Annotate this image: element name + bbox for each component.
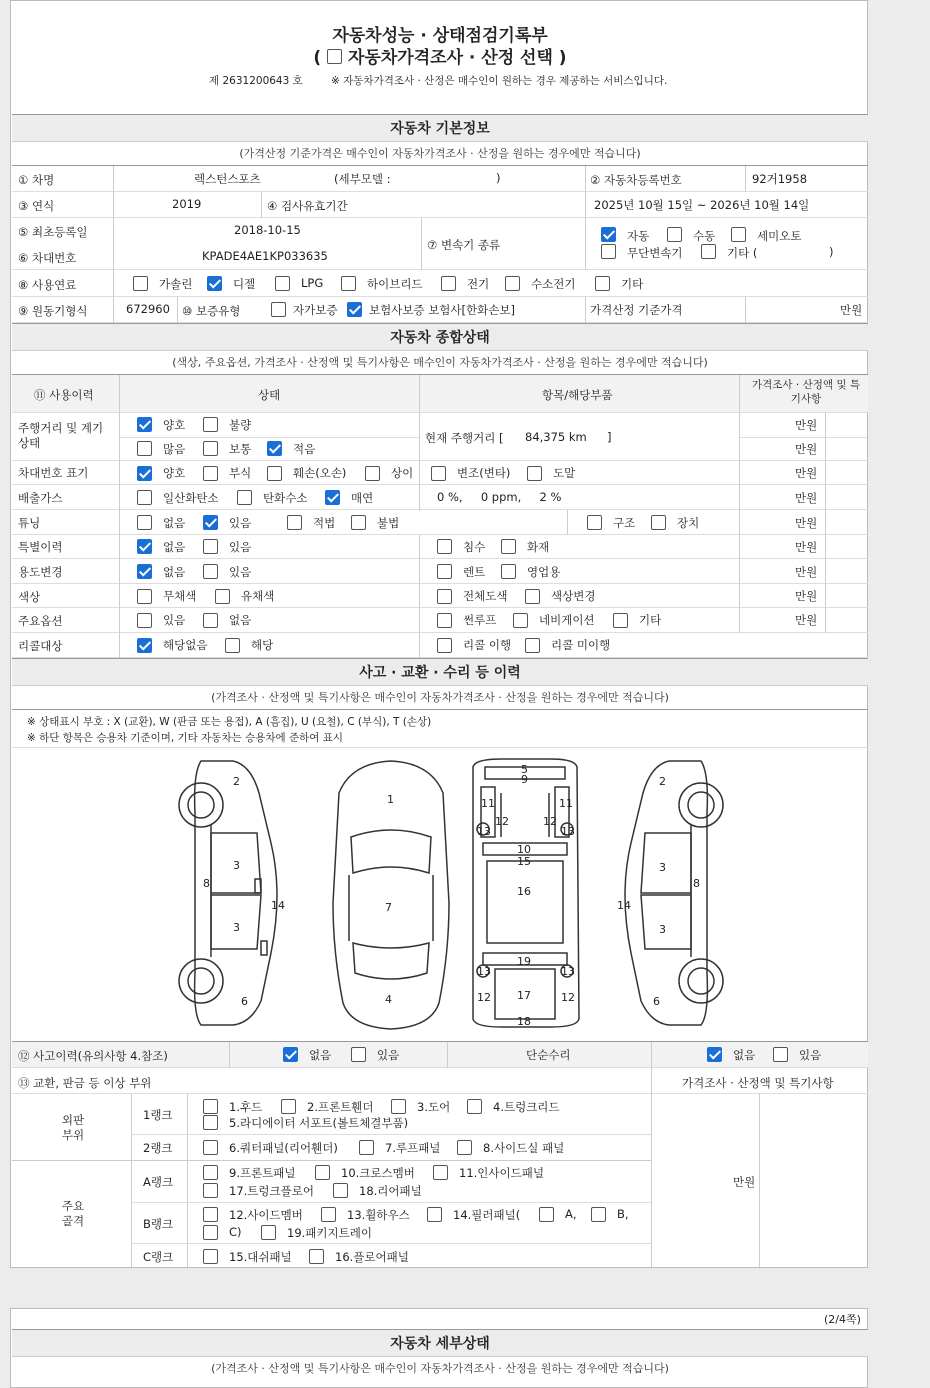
inspection-form-page1 <box>10 0 868 1268</box>
tuning-structure-checkbox[interactable] <box>587 515 602 530</box>
options-none-checkbox[interactable] <box>203 613 218 628</box>
mileage-many-label: 많음 <box>163 442 186 456</box>
tuning-label: 튜닝 <box>18 516 41 530</box>
part-1-label: 1.후드 <box>229 1100 263 1114</box>
special-none-checkbox[interactable] <box>137 539 152 554</box>
price-unit: 만원 <box>795 442 818 456</box>
row-year <box>12 192 868 218</box>
base-price-label: 가격산정 기준가격 <box>590 303 683 317</box>
fuel-gasoline-checkbox[interactable] <box>133 276 148 291</box>
transmission-label: ⑦ 변속기 종류 <box>427 238 501 252</box>
emission-hc-checkbox[interactable] <box>237 490 252 505</box>
inspection-form-page2 <box>10 1308 868 1388</box>
accident-history-label: ⑫ 사고이력(유의사항 4.참조) <box>18 1049 168 1063</box>
tuning-legal-label: 적법 <box>313 516 336 530</box>
part-12-checkbox[interactable] <box>203 1207 218 1222</box>
mileage-normal-label: 보통 <box>229 442 252 456</box>
overall-header: 자동차 종합상태 <box>12 323 868 351</box>
fuel-hydrogen-label: 수소전기 <box>531 277 576 291</box>
diag-num-15: 15 <box>517 855 531 868</box>
col-items: 항목/해당부품 <box>542 388 613 402</box>
recall-applicable-checkbox[interactable] <box>225 638 240 653</box>
part-16-checkbox[interactable] <box>309 1249 324 1264</box>
fuel-label: ⑧ 사용연료 <box>18 278 77 292</box>
validity-label: ④ 검사유효기간 <box>267 199 348 213</box>
mileage-few-label: 적음 <box>293 442 316 456</box>
sunroof-checkbox[interactable] <box>437 613 452 628</box>
diag-num-12-c: 12 <box>477 991 491 1004</box>
warranty-ins-checkbox[interactable] <box>347 302 362 317</box>
validity-value: 2025년 10월 15일 ~ 2026년 10월 14일 <box>594 198 810 212</box>
diag-num-13-c: 13 <box>477 965 491 978</box>
trans-auto-checkbox[interactable] <box>601 227 616 242</box>
reg-no-label: ② 자동차등록번호 <box>590 173 682 187</box>
trans-other-checkbox[interactable] <box>701 244 716 259</box>
part-11-checkbox[interactable] <box>433 1165 448 1180</box>
part-14-checkbox[interactable] <box>427 1207 442 1222</box>
diag-num-5: 5 <box>521 763 528 776</box>
part-7-checkbox[interactable] <box>359 1140 374 1155</box>
recall-not-done-label: 리콜 미이행 <box>551 638 611 652</box>
emission-smoke-checkbox[interactable] <box>325 490 340 505</box>
price-unit: 만원 <box>795 418 818 432</box>
fuel-other-checkbox[interactable] <box>595 276 610 291</box>
accident-none-label: 없음 <box>309 1048 332 1062</box>
special-have-checkbox[interactable] <box>203 539 218 554</box>
engine-value: 672960 <box>126 302 170 316</box>
price-unit: 만원 <box>795 565 818 579</box>
detail-note: (가격조사 · 산정액 및 특기사항은 매수인이 자동차가격조사 · 산정을 원하는 경우에만 적습니다) <box>211 1362 669 1375</box>
part-6-label: 6.쿼터패널(리어휀더) <box>229 1141 338 1155</box>
diag-num-19: 19 <box>517 955 531 968</box>
part-13-label: 13.휠하우스 <box>347 1208 410 1222</box>
tuning-have-checkbox[interactable] <box>203 515 218 530</box>
vin-damage-checkbox[interactable] <box>267 466 282 481</box>
mileage-label: 주행거리 및 계기상태 <box>18 421 104 450</box>
price-unit: 만원 <box>795 613 818 627</box>
accident-header: 사고 · 교환 · 수리 등 이력 <box>12 658 868 686</box>
part-12-label: 12.사이드멤버 <box>229 1208 303 1222</box>
part-5-label: 5.라디에이터 서포트(볼트체결부품) <box>229 1116 409 1130</box>
business-label: 영업용 <box>527 565 561 579</box>
warranty-label: ⑩ 보증유형 <box>182 304 241 318</box>
warranty-ins-label: 보험사보증 보험사[한화손보] <box>369 303 515 317</box>
recall-na-label: 해당없음 <box>163 638 208 652</box>
outer-parts-label: 외판 부위 <box>61 1113 85 1142</box>
year-value: 2019 <box>172 197 202 211</box>
vin-good-label: 양호 <box>163 466 186 480</box>
doc-number: 제 2631200643 호 <box>209 75 303 87</box>
part-6-checkbox[interactable] <box>203 1140 218 1155</box>
options-none-label: 없음 <box>229 613 252 627</box>
tuning-none-checkbox[interactable] <box>137 515 152 530</box>
tuning-illegal-label: 불법 <box>377 516 400 530</box>
emission-smoke-label: 매연 <box>351 491 374 505</box>
row-parts-header <box>12 1068 868 1094</box>
options-have-checkbox[interactable] <box>137 613 152 628</box>
tuning-device-checkbox[interactable] <box>651 515 666 530</box>
recall-not-done-checkbox[interactable] <box>525 638 540 653</box>
tuning-none-label: 없음 <box>163 516 186 530</box>
form-subtitle: 자동차가격조사 · 산정 선택 <box>348 48 553 68</box>
pillar-a-checkbox[interactable] <box>539 1207 554 1222</box>
trans-auto-label: 자동 <box>627 229 650 243</box>
pillar-b-checkbox[interactable] <box>591 1207 606 1222</box>
trans-semi-checkbox[interactable] <box>731 227 746 242</box>
detail-header: 자동차 세부상태 <box>12 1329 868 1357</box>
fuel-hybrid-checkbox[interactable] <box>341 276 356 291</box>
pillar-c-checkbox[interactable] <box>203 1225 218 1240</box>
fuel-gasoline-label: 가솔린 <box>159 277 193 291</box>
mileage-many-checkbox[interactable] <box>137 441 152 456</box>
emission-values: 0 %, 0 ppm, 2 % <box>437 490 562 504</box>
emission-co-label: 일산화탄소 <box>163 491 219 505</box>
engine-label: ⑨ 원동기형식 <box>18 304 88 318</box>
warranty-self-label: 자가보증 <box>293 303 338 317</box>
tuning-structure-label: 구조 <box>613 516 636 530</box>
part-2-label: 2.프론트휀더 <box>307 1100 374 1114</box>
diag-num-11-a: 11 <box>481 797 495 810</box>
car-left-side-view <box>179 761 277 1025</box>
trans-cvt-checkbox[interactable] <box>601 244 616 259</box>
part-4-label: 4.트렁크리드 <box>493 1100 560 1114</box>
warranty-self-checkbox[interactable] <box>271 302 286 317</box>
diag-num-6-right: 6 <box>653 995 660 1008</box>
accident-have-label: 있음 <box>377 1048 400 1062</box>
usage-have-checkbox[interactable] <box>203 564 218 579</box>
part-5-checkbox[interactable] <box>203 1115 218 1130</box>
special-have-label: 있음 <box>229 540 252 554</box>
rankA-label: A랭크 <box>143 1175 174 1189</box>
diag-num-13-b: 13 <box>561 825 575 838</box>
current-mileage-value: 84,375 km <box>525 430 587 444</box>
pillar-a-label: A, <box>565 1207 577 1221</box>
usage-none-label: 없음 <box>163 565 186 579</box>
diag-num-3-right-a: 3 <box>659 861 666 874</box>
trans-cvt-label: 무단변속기 <box>627 246 683 260</box>
diag-num-2-left: 2 <box>233 775 240 788</box>
col-status: 상태 <box>258 388 281 402</box>
tuning-device-label: 장치 <box>677 516 700 530</box>
mileage-few-checkbox[interactable] <box>267 441 282 456</box>
trans-other-close: ) <box>829 245 834 259</box>
diag-num-18: 18 <box>517 1015 531 1028</box>
trans-semi-label: 세미오토 <box>757 229 802 243</box>
diag-num-17: 17 <box>517 989 531 1002</box>
reg-no-value: 92거1958 <box>752 172 808 186</box>
price-unit: 만원 <box>795 516 818 530</box>
part-19-label: 19.패키지트레이 <box>287 1226 372 1240</box>
options-other-checkbox[interactable] <box>613 613 628 628</box>
gauge-good-checkbox[interactable] <box>137 417 152 432</box>
rankC-label: C랭크 <box>143 1250 174 1264</box>
fuel-electric-label: 전기 <box>467 277 490 291</box>
part-13-checkbox[interactable] <box>321 1207 336 1222</box>
header-note: ※ 자동차가격조사 · 산정은 매수인이 원하는 경우 제공하는 서비스입니다. <box>331 75 668 87</box>
vin-diff-label: 상이 <box>391 466 414 480</box>
achromatic-label: 무채색 <box>163 589 197 603</box>
options-have-label: 있음 <box>163 613 186 627</box>
diag-num-9: 9 <box>521 773 528 786</box>
diag-num-12-d: 12 <box>561 991 575 1004</box>
color-label: 색상 <box>18 590 41 604</box>
recall-na-checkbox[interactable] <box>137 638 152 653</box>
car-name-value: 렉스턴스포츠 <box>194 172 261 186</box>
vin-smeared-checkbox[interactable] <box>527 466 542 481</box>
options-other-label: 기타 <box>639 613 662 627</box>
vin-smeared-label: 도말 <box>553 466 576 480</box>
fire-label: 화재 <box>527 540 550 554</box>
first-reg-label: ⑤ 최초등록일 <box>18 225 88 239</box>
diag-num-13-d: 13 <box>561 965 575 978</box>
trans-manual-checkbox[interactable] <box>667 227 682 242</box>
diag-num-7: 7 <box>385 901 392 914</box>
diag-num-3-right-b: 3 <box>659 923 666 936</box>
part-3-label: 3.도어 <box>417 1100 451 1114</box>
accident-note: (가격조사 · 산정액 및 특기사항은 매수인이 자동차가격조사 · 산정을 원하는 경우에만 적습니다) <box>12 686 868 710</box>
part-15-label: 15.대쉬패널 <box>229 1250 292 1264</box>
diag-num-2-right: 2 <box>659 775 666 788</box>
diag-num-8-right: 8 <box>693 877 700 890</box>
price-unit: 만원 <box>795 466 818 480</box>
vin-mark-label: 차대번호 표기 <box>18 466 89 480</box>
part-3-checkbox[interactable] <box>391 1099 406 1114</box>
col-usage-history: ⑪ 사용이력 <box>34 388 94 402</box>
model-detail-label: (세부모델 : <box>334 172 391 186</box>
first-reg-value: 2018-10-15 <box>234 223 301 237</box>
trans-manual-label: 수동 <box>693 229 716 243</box>
part-18-label: 18.리어패널 <box>359 1184 422 1198</box>
car-right-side-view <box>625 761 723 1025</box>
vin-good-checkbox[interactable] <box>137 466 152 481</box>
flood-checkbox[interactable] <box>437 539 452 554</box>
gauge-good-label: 양호 <box>163 418 186 432</box>
diag-num-11-b: 11 <box>559 797 573 810</box>
recall-label: 리콜대상 <box>18 639 63 653</box>
fuel-diesel-label: 디젤 <box>233 277 256 291</box>
basic-info-note: (가격산정 기준가격은 매수인이 자동차가격조사 · 산정을 원하는 경우에만 적습니다) <box>12 142 868 166</box>
fuel-lpg-checkbox[interactable] <box>275 276 290 291</box>
page-number: (2/4쪽) <box>824 1313 861 1326</box>
part-7-label: 7.루프패널 <box>385 1141 441 1155</box>
part-14-label: 14.필러패널( <box>453 1208 521 1222</box>
part-2-checkbox[interactable] <box>281 1099 296 1114</box>
diag-num-13-a: 13 <box>477 825 491 838</box>
diag-num-14-right: 14 <box>617 899 631 912</box>
fuel-other-label: 기타 <box>621 277 644 291</box>
recall-done-label: 리콜 이행 <box>463 638 512 652</box>
part-4-checkbox[interactable] <box>467 1099 482 1114</box>
recall-done-checkbox[interactable] <box>437 638 452 653</box>
mileage-normal-checkbox[interactable] <box>203 441 218 456</box>
usage-label: 용도변경 <box>18 565 63 579</box>
vin-label: ⑥ 차대번호 <box>18 251 77 265</box>
pillar-c-label: C) <box>229 1225 242 1239</box>
year-label: ③ 연식 <box>18 199 55 213</box>
part-11-label: 11.인사이드패널 <box>459 1166 544 1180</box>
diag-num-3-left-a: 3 <box>233 859 240 872</box>
navigation-label: 네비게이션 <box>539 613 595 627</box>
parts-label: ⑬ 교환, 판금 등 이상 부위 <box>18 1076 152 1090</box>
col-price-notes: 가격조사 · 산정액 및 특기사항 <box>752 379 860 405</box>
part-17-checkbox[interactable] <box>203 1183 218 1198</box>
special-none-label: 없음 <box>163 540 186 554</box>
color-change-label: 색상변경 <box>551 589 596 603</box>
base-price-unit: 만원 <box>840 303 863 317</box>
gauge-bad-checkbox[interactable] <box>203 417 218 432</box>
fuel-lpg-label: LPG <box>301 276 324 290</box>
tuning-illegal-checkbox[interactable] <box>351 515 366 530</box>
legend-symbols: ※ 상태표시 부호 : X (교환), W (판금 또는 용접), A (흠집), U (요철), C (부식), T (손상) <box>27 716 432 728</box>
vin-damage-label: 훼손(오손) <box>293 466 347 480</box>
diag-num-6-left: 6 <box>241 995 248 1008</box>
repair-have-checkbox[interactable] <box>773 1047 788 1062</box>
parts-price-label: 가격조사 · 산정액 및 특기사항 <box>682 1076 834 1090</box>
basic-info-header: 자동차 기본정보 <box>12 114 868 142</box>
diag-num-8-left: 8 <box>203 877 210 890</box>
fire-checkbox[interactable] <box>501 539 516 554</box>
emission-hc-label: 탄화수소 <box>263 491 308 505</box>
achromatic-checkbox[interactable] <box>137 589 152 604</box>
emission-label: 배출가스 <box>18 491 63 505</box>
rent-checkbox[interactable] <box>437 564 452 579</box>
tuning-legal-checkbox[interactable] <box>287 515 302 530</box>
price-check-checkbox[interactable] <box>327 49 342 64</box>
pillar-b-label: B, <box>617 1207 629 1221</box>
rank1-label: 1랭크 <box>143 1108 173 1122</box>
form-title: 자동차성능 · 상태점검기록부 <box>332 26 548 46</box>
chromatic-checkbox[interactable] <box>215 589 230 604</box>
repair-have-label: 있음 <box>799 1048 822 1062</box>
accident-have-checkbox[interactable] <box>351 1047 366 1062</box>
part-1-checkbox[interactable] <box>203 1099 218 1114</box>
current-mileage-close: ] <box>607 430 612 444</box>
diag-num-10: 10 <box>517 843 531 856</box>
legend-note: ※ 하단 항목은 승용차 기준이며, 기타 자동차는 승용차에 준하여 표시 <box>27 732 344 744</box>
usage-have-label: 있음 <box>229 565 252 579</box>
vin-rust-label: 부식 <box>229 466 252 480</box>
rent-label: 렌트 <box>463 565 486 579</box>
diag-num-12-a: 12 <box>495 815 509 828</box>
part-9-label: 9.프론트패널 <box>229 1166 296 1180</box>
simple-repair-label: 단순수리 <box>526 1048 571 1062</box>
vin-diff-checkbox[interactable] <box>365 466 380 481</box>
flood-label: 침수 <box>463 540 486 554</box>
options-label: 주요옵션 <box>18 614 63 628</box>
diag-num-1: 1 <box>387 793 394 806</box>
fuel-diesel-checkbox[interactable] <box>207 276 222 291</box>
price-unit: 만원 <box>795 589 818 603</box>
tuning-have-label: 있음 <box>229 516 252 530</box>
rank2-label: 2랭크 <box>143 1141 173 1155</box>
repair-none-label: 없음 <box>733 1048 756 1062</box>
vin-altered-checkbox[interactable] <box>431 466 446 481</box>
sunroof-label: 썬루프 <box>463 613 497 627</box>
full-paint-label: 전체도색 <box>463 589 508 603</box>
price-unit: 만원 <box>795 540 818 554</box>
recall-applicable-label: 해당 <box>251 638 274 652</box>
repair-none-checkbox[interactable] <box>707 1047 722 1062</box>
diag-num-4: 4 <box>385 993 392 1006</box>
navigation-checkbox[interactable] <box>513 613 528 628</box>
diag-num-16: 16 <box>517 885 531 898</box>
fuel-hybrid-label: 하이브리드 <box>367 277 423 291</box>
part-19-checkbox[interactable] <box>261 1225 276 1240</box>
accident-none-checkbox[interactable] <box>283 1047 298 1062</box>
part-17-label: 17.트렁크플로어 <box>229 1184 314 1198</box>
part-10-label: 10.크로스멤버 <box>341 1166 415 1180</box>
price-unit: 만원 <box>795 491 818 505</box>
part-16-label: 16.플로어패널 <box>335 1250 409 1264</box>
part-9-checkbox[interactable] <box>203 1165 218 1180</box>
chromatic-label: 유채색 <box>241 589 275 603</box>
part-15-checkbox[interactable] <box>203 1249 218 1264</box>
fuel-hydrogen-checkbox[interactable] <box>505 276 520 291</box>
gauge-bad-label: 불량 <box>229 418 252 432</box>
car-damage-diagram <box>171 753 731 1033</box>
business-checkbox[interactable] <box>501 564 516 579</box>
car-name-label: ① 차명 <box>18 173 55 187</box>
diag-num-12-b: 12 <box>543 815 557 828</box>
model-detail-close: ) <box>496 171 501 185</box>
usage-none-checkbox[interactable] <box>137 564 152 579</box>
trans-other-label: 기타 ( <box>727 246 758 260</box>
vin-rust-checkbox[interactable] <box>203 466 218 481</box>
rankB-label: B랭크 <box>143 1217 174 1231</box>
fuel-electric-checkbox[interactable] <box>441 276 456 291</box>
special-label: 특별이력 <box>18 540 63 554</box>
part-8-checkbox[interactable] <box>457 1140 472 1155</box>
part-10-checkbox[interactable] <box>315 1165 330 1180</box>
part-8-label: 8.사이드실 패널 <box>483 1141 565 1155</box>
full-paint-checkbox[interactable] <box>437 589 452 604</box>
form-subtitle-row: ( 자동차가격조사 · 산정 선택 ) <box>313 48 567 68</box>
vin-value: KPADE4AE1KP033635 <box>202 249 328 263</box>
overall-note: (색상, 주요옵션, 가격조사 · 산정액 및 특기사항은 매수인이 자동차가격조사 · 산정을 원하는 경우에만 적습니다) <box>12 351 868 375</box>
diag-num-14-left: 14 <box>271 899 285 912</box>
current-mileage-label: 현재 주행거리 [ <box>425 431 504 445</box>
row-car-name <box>12 166 868 192</box>
emission-co-checkbox[interactable] <box>137 490 152 505</box>
diag-num-3-left-b: 3 <box>233 921 240 934</box>
vin-altered-label: 변조(변타) <box>457 466 511 480</box>
main-frame-label: 주요 골격 <box>61 1199 85 1228</box>
part-18-checkbox[interactable] <box>333 1183 348 1198</box>
parts-price-unit: 만원 <box>733 1175 756 1189</box>
color-change-checkbox[interactable] <box>525 589 540 604</box>
